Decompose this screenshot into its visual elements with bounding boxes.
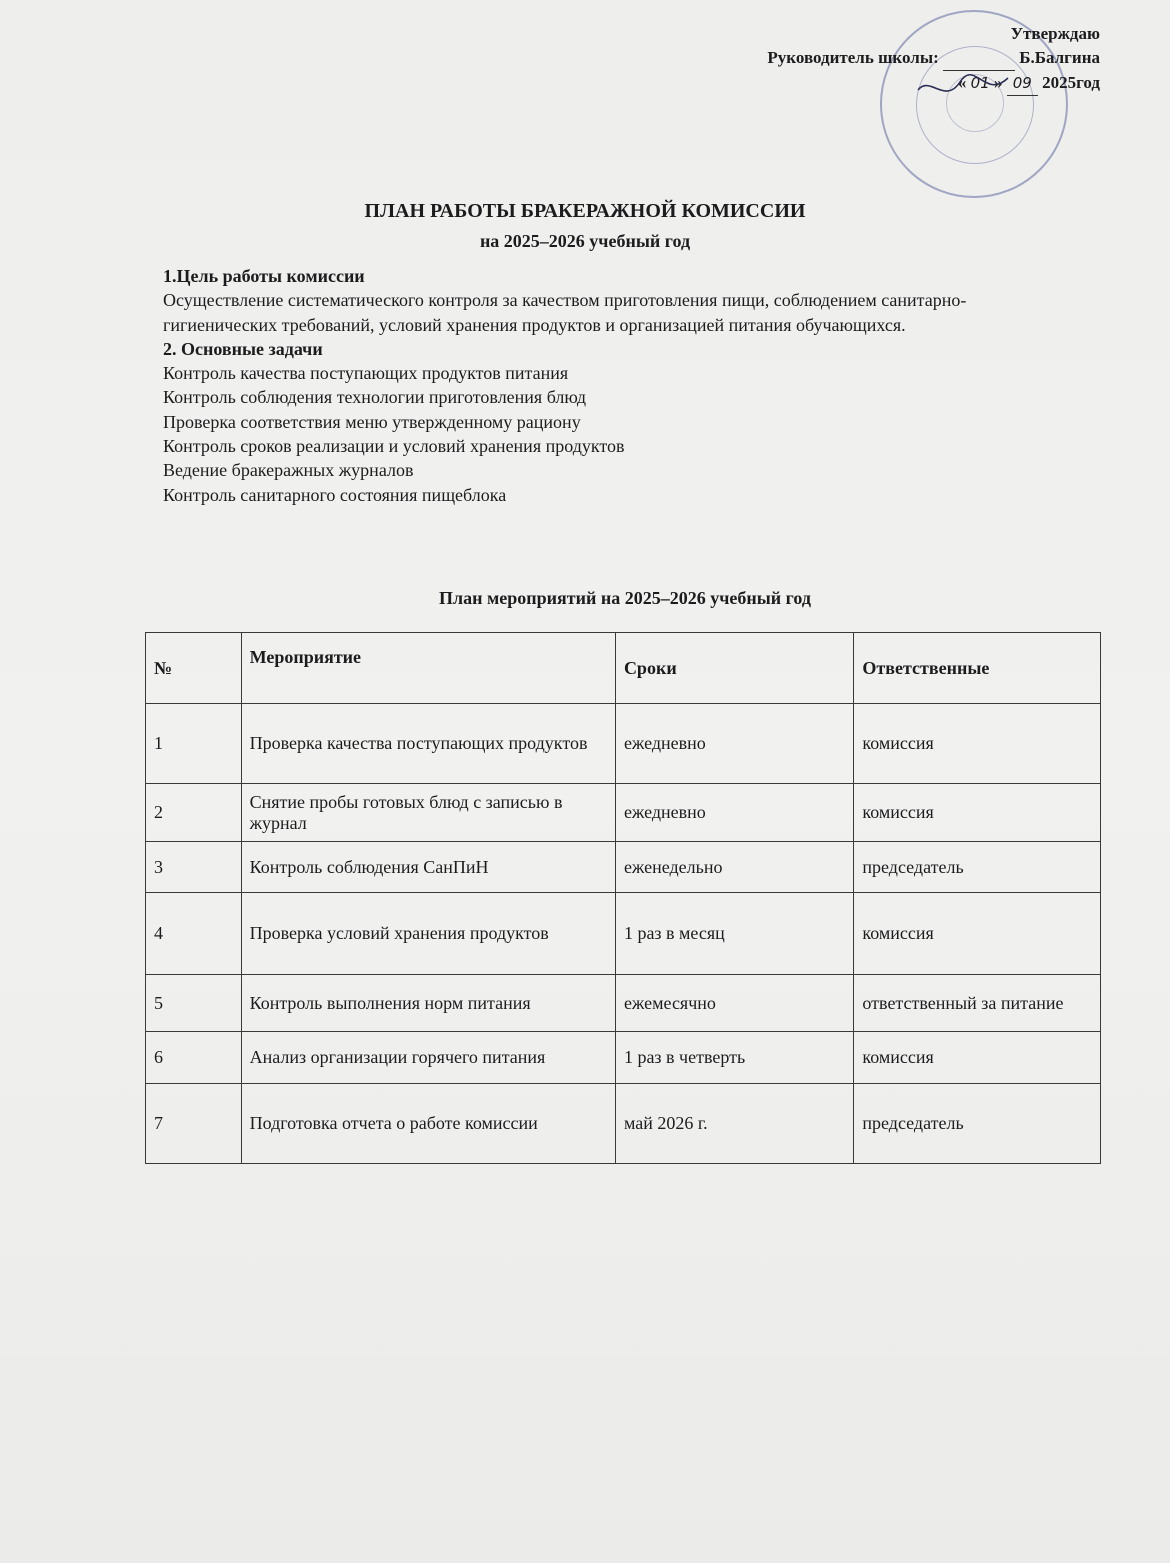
document-title: ПЛАН РАБОТЫ БРАКЕРАЖНОЙ КОМИССИИ: [364, 200, 806, 222]
row-number: 2: [146, 784, 242, 842]
row-event: Подготовка отчета о работе комиссии: [241, 1084, 615, 1164]
row-event: Анализ организации горячего питания: [241, 1032, 615, 1084]
row-deadline: ежедневно: [615, 784, 853, 842]
approval-heading: Утверждаю: [1010, 24, 1100, 43]
row-event: Проверка качества поступающих продуктов: [241, 704, 615, 784]
header-responsible: Ответственные: [854, 633, 1101, 704]
row-responsible: председатель: [854, 1084, 1101, 1164]
handwritten-signature: [890, 70, 1030, 110]
row-number: 4: [146, 893, 242, 975]
date-quote-close: »: [994, 73, 1003, 92]
approval-signer-name: Б.Балгина: [1019, 48, 1100, 67]
table-row: [146, 1032, 1101, 1084]
row-responsible: ответственный за питание: [854, 975, 1101, 1032]
approval-signer-label: Руководитель школы:: [767, 48, 939, 67]
row-event: Контроль соблюдения СанПиН: [241, 842, 615, 893]
row-number: 7: [146, 1084, 242, 1164]
date-month: 09: [1007, 71, 1038, 96]
row-deadline: май 2026 г.: [615, 1084, 853, 1164]
date-day: 01: [970, 74, 990, 92]
row-deadline: ежедневно: [615, 704, 853, 784]
row-responsible: председатель: [854, 842, 1101, 893]
section1-title: 1.Цель работы комиссии: [163, 266, 365, 286]
header-deadline: Сроки: [615, 633, 853, 704]
row-number: 6: [146, 1032, 242, 1084]
signature-line: [943, 46, 1015, 71]
task-item: Контроль соблюдения технологии приготовления блюд: [163, 387, 587, 408]
row-number: 5: [146, 975, 242, 1032]
row-deadline: 1 раз в четверть: [615, 1032, 853, 1084]
date-year: 2025год: [1042, 73, 1100, 92]
table-row: [146, 842, 1101, 893]
section1-text: Осуществление систематического контроля за качеством приготовления пищи, соблюдением санитарно-гигиенических требований, условий хранения продуктов и организацией питания обучающихся.: [163, 290, 967, 335]
table-row: [146, 975, 1101, 1032]
header-event: Мероприятие: [241, 633, 615, 704]
row-event: Контроль выполнения норм питания: [241, 975, 615, 1032]
task-item: Контроль качества поступающих продуктов питания: [163, 363, 569, 384]
task-item: Контроль санитарного состояния пищеблока: [163, 484, 507, 505]
row-event: Снятие пробы готовых блюд с записью в журнал: [241, 784, 615, 842]
row-number: 3: [146, 842, 242, 893]
events-table: [145, 632, 1101, 1164]
section2-title: 2. Основные задачи: [163, 338, 323, 359]
row-event: Проверка условий хранения продуктов: [241, 893, 615, 975]
row-deadline: ежемесячно: [615, 975, 853, 1032]
row-responsible: комиссия: [854, 704, 1101, 784]
date-quote-open: «: [957, 73, 967, 92]
row-responsible: комиссия: [854, 893, 1101, 975]
row-responsible: комиссия: [854, 1032, 1101, 1084]
approval-signer: [767, 46, 1100, 71]
header-number: №: [146, 633, 242, 704]
table-row: [146, 704, 1101, 784]
task-item: Проверка соответствия меню утвержденному рациону: [163, 411, 581, 432]
document-body: [163, 264, 1063, 507]
table-row: [146, 1084, 1101, 1164]
row-deadline: еженедельно: [615, 842, 853, 893]
task-item: Контроль сроков реализации и условий хранения продуктов: [163, 436, 625, 457]
row-deadline: 1 раз в месяц: [615, 893, 853, 975]
document-subtitle: на 2025–2026 учебный год: [479, 231, 691, 251]
table-row: [146, 784, 1101, 842]
row-number: 1: [146, 704, 242, 784]
table-title: План мероприятий на 2025–2026 учебный год: [439, 588, 811, 608]
table-row: [146, 893, 1101, 975]
task-item: Ведение бракеражных журналов: [163, 460, 414, 481]
row-responsible: комиссия: [854, 784, 1101, 842]
table-header-row: [146, 633, 1101, 704]
